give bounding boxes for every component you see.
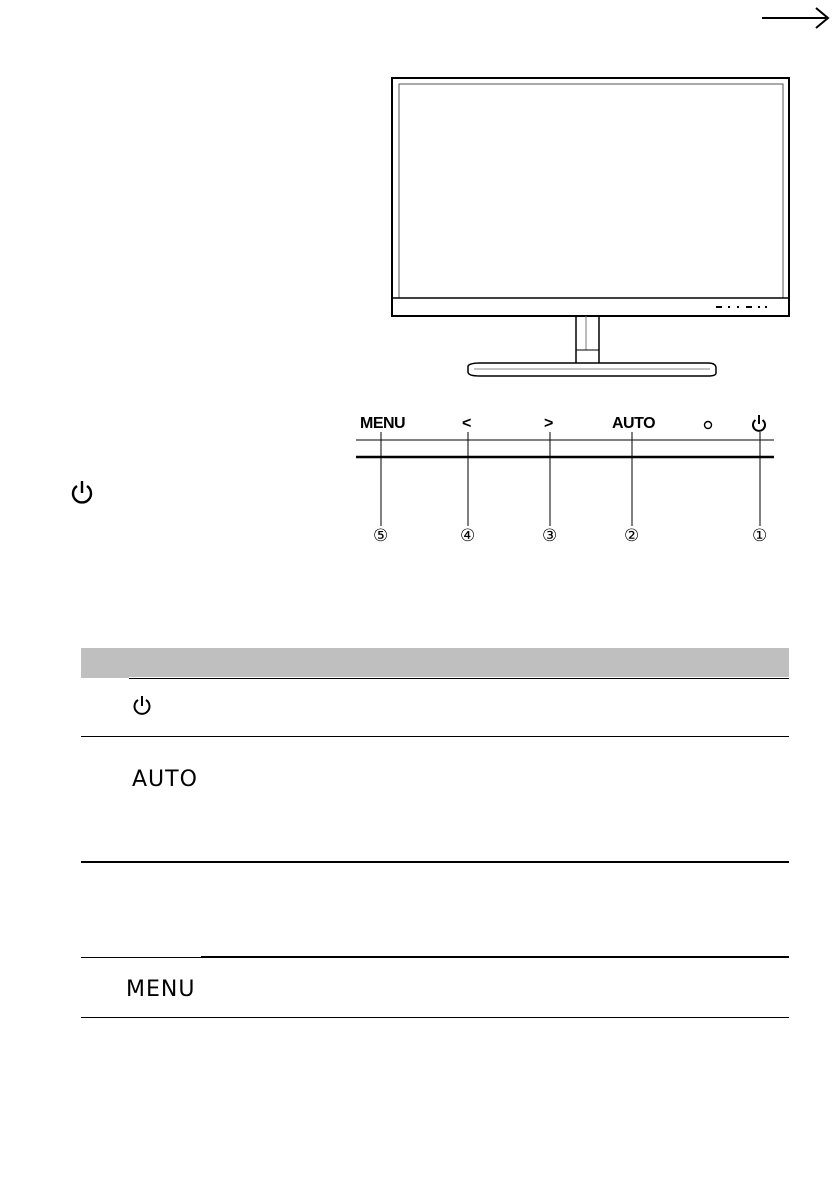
right-key-label: > (544, 415, 553, 432)
table-header-notch (81, 677, 129, 678)
table-rule (81, 861, 789, 863)
menu-key-label: MENU (360, 415, 406, 432)
right-arrow-icon (762, 6, 832, 30)
callout-3: ③ (542, 526, 558, 546)
callout-4: ④ (460, 526, 476, 546)
left-key-label: < (462, 415, 471, 432)
table-rule (201, 956, 789, 958)
callout-1: ① (752, 526, 768, 546)
table-rule (129, 678, 789, 679)
table-rule (81, 1017, 789, 1018)
menu-key-name: MENU (126, 977, 196, 1002)
callout-2: ② (624, 526, 640, 546)
power-icon (131, 693, 153, 719)
auto-key-name: AUTO (132, 767, 198, 792)
table-rule (81, 957, 201, 958)
power-icon (753, 415, 765, 431)
table-header (81, 648, 789, 677)
table-rule (81, 736, 789, 737)
control-keys-diagram (356, 410, 776, 550)
auto-key-label: AUTO (612, 415, 656, 432)
power-icon (68, 478, 96, 508)
indicator-light-icon (705, 422, 712, 429)
monitor-illustration (390, 76, 792, 380)
callout-5: ⑤ (373, 526, 389, 546)
